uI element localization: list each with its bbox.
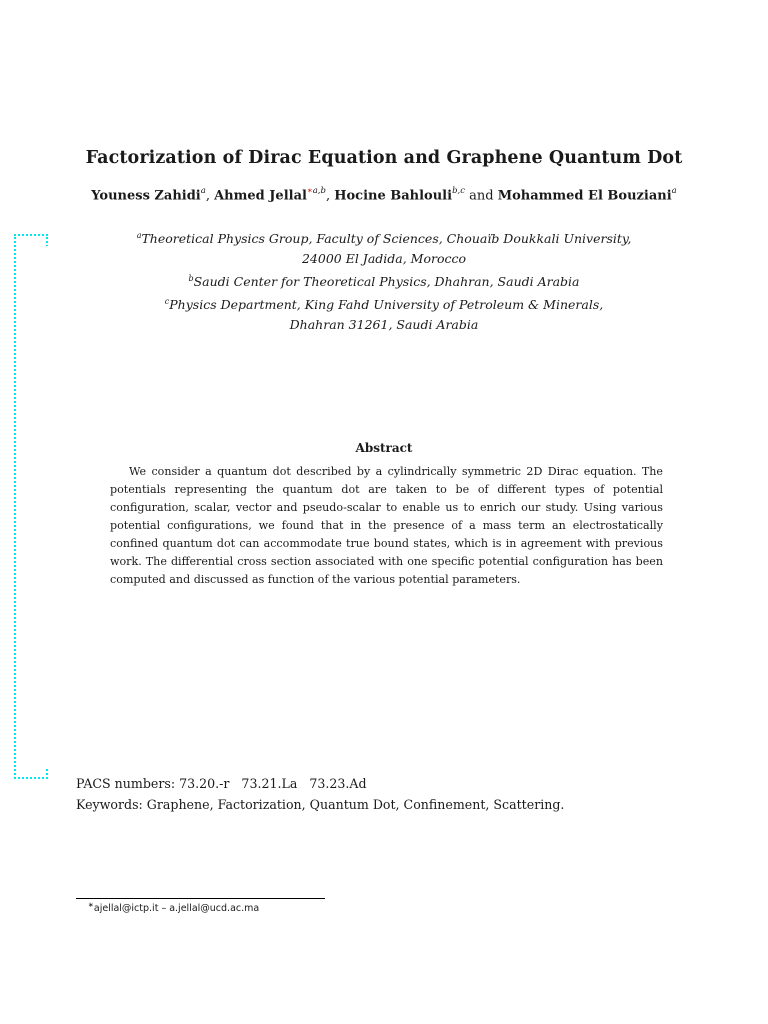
author-conjunction: and [469,188,494,204]
affiliation-b [0,269,768,292]
author-name: Ahmed Jellal [214,188,307,204]
keywords: Keywords: Graphene, Factorization, Quantum Dot, Confinement, Scattering. [76,797,565,812]
corresponding-author-link[interactable]: ∗ [306,186,313,196]
abstract-text: We consider a quantum dot described by a cylindrically symmetric 2D Dirac equation. The potentials representing the quantum dot are taken to be of different types of potential configuration, scalar, vector and pseudo-scalar to enable us to enrich our study. Using various potential configurations, we found that in the presence of a mass term an electrostatically confined quantum dot can accommodate true bound states, which is in agreement with previous work. The differential cross section associated with one specific potential configuration has been computed and discussed as function of the various potential parameters. [110,465,663,586]
footnote-text: ajellal@ictp.it – a.jellal@ucd.ac.ma [93,903,260,915]
author-name: Youness Zahidi [91,188,201,204]
author-list: Youness Zahidi$^a$, Ahmed Jellal$^{∗a,b}$, Hocine Bahlouli$^{b,c}$ and Mohammed El Bouziani$^a$ [91,186,677,204]
affiliation-c [0,292,768,315]
affiliation-a [0,226,768,249]
author-name: Hocine Bahlouli [334,188,453,204]
abstract-heading: Abstract [355,441,413,455]
footnote-mark: ∗ [88,901,94,909]
author-affil-mark: a [671,186,677,196]
affiliation-text: Physics Department, King Fahd University of Petroleum & Minerals, [169,296,604,312]
footnote-rule [76,898,325,899]
affiliation-text: Theoretical Physics Group, Faculty of Sciences, Chouaïb Doukkali University, [141,231,632,247]
affiliation-mark: c [164,296,170,306]
affiliation-text: Dhahran 31261, Saudi Arabia [289,316,479,332]
paper-title: Factorization of Dirac Equation and Graphene Quantum Dot [85,148,683,168]
affiliation-mark: b [188,273,194,283]
footnote [88,901,259,914]
pacs-numbers: PACS numbers: 73.20.-r 73.21.La 73.23.Ad [76,776,367,791]
author-name: Mohammed El Bouziani [497,188,672,204]
affiliation-mark: a [136,231,142,240]
affiliation-text: Saudi Center for Theoretical Physics, Dhahran, Saudi Arabia [193,273,580,289]
author-affil-mark: a,b [312,186,326,196]
author-affil-mark: b,c [452,186,465,196]
author-affil-mark: a [200,186,206,196]
affiliation-text: 24000 El Jadida, Morocco [301,250,467,266]
affiliations [0,226,768,334]
